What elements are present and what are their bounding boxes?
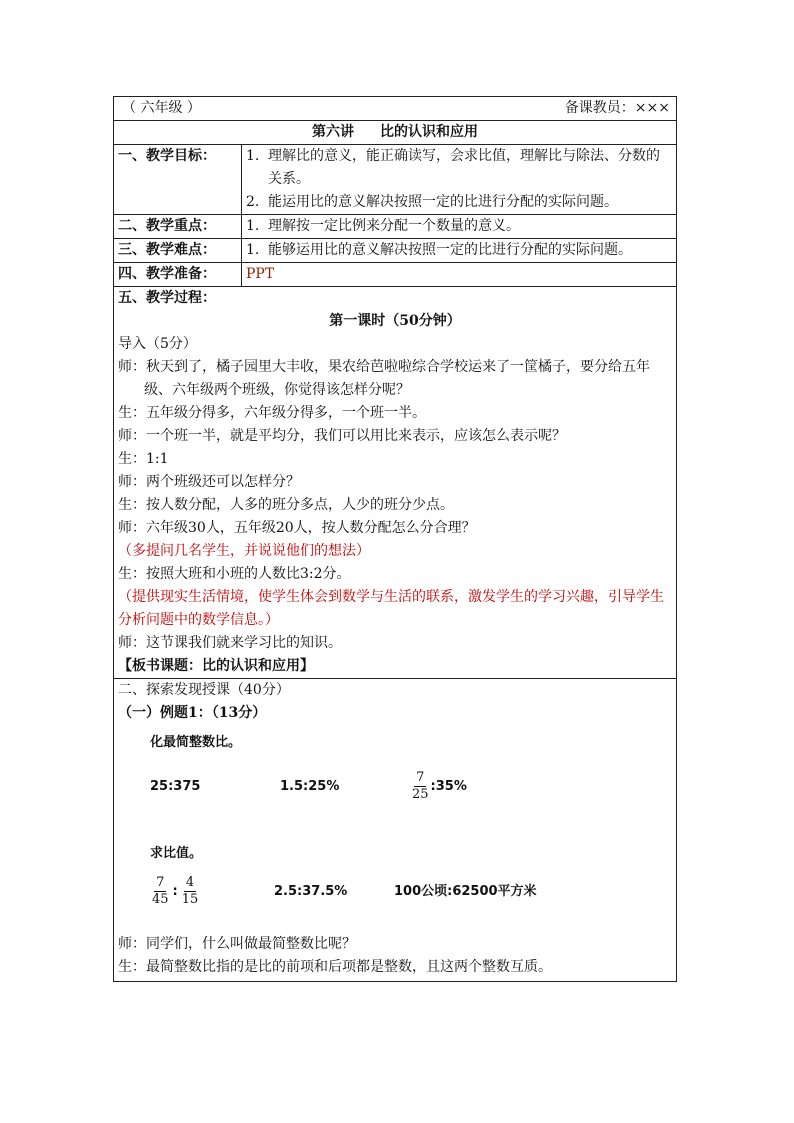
- difficulty-content: [242, 239, 677, 263]
- lecture-number: 第六讲: [312, 124, 354, 140]
- example-title: （一）例题1：（13分）: [118, 705, 267, 721]
- dialogue-line: 生：按人数分配，人多的班分多点，人少的班分少点。: [118, 497, 454, 513]
- simplify-a: 25:375: [150, 778, 201, 794]
- fraction-denominator: 15: [181, 891, 199, 907]
- difficulty-num: 1.: [246, 242, 260, 258]
- process-heading: 五、教学过程：: [118, 290, 216, 306]
- key-points-content: [242, 215, 677, 239]
- grade-label: （ 六年级 ）: [122, 100, 201, 116]
- header-row: [114, 97, 677, 121]
- header-cell: [114, 97, 677, 121]
- dialogue-line: 师：秋天到了，橘子园里大丰收，果农给芭啦啦综合学校运来了一筐橘子，要分给五年级、六年级两个班级，你觉得该怎样分呢？: [118, 359, 650, 398]
- dialogue-line: 师：这节课我们就来学习比的知识。: [118, 635, 342, 651]
- goals-label: 一、教学目标：: [114, 145, 242, 215]
- fraction: [150, 875, 171, 908]
- dialogue-line: 师：同学们，什么叫做最简整数比呢？: [118, 936, 356, 952]
- teaching-note: （提供现实生活情境，使学生体会到数学与生活的联系，激发学生的学习兴趣，引导学生分析问题中的数学信息。）: [118, 589, 664, 628]
- lesson-title: [114, 121, 677, 145]
- dialogue-line: 师：一个班一半，就是平均分，我们可以用比来表示，应该怎么表示呢？: [118, 428, 566, 444]
- lecture-topic: 比的认识和应用: [380, 124, 478, 140]
- dialogue-line: 师：六年级30人，五年级20人，按人数分配怎么分合理？: [118, 520, 476, 536]
- prep-row: [114, 263, 677, 287]
- explore-row: [114, 679, 677, 982]
- fraction-numerator: 7: [156, 874, 165, 890]
- ratio-exercises: [118, 869, 672, 913]
- goal-num: 2.: [246, 194, 260, 210]
- fraction-denominator: 45: [152, 891, 169, 907]
- goal-text: 理解比的意义，能正确读写，会求比值，理解比与除法、分数的关系。: [268, 148, 660, 187]
- goal-num: 1.: [246, 148, 260, 164]
- session-title: 第一课时（50分钟）: [329, 313, 461, 329]
- intro-label: 导入（5分）: [118, 336, 197, 352]
- key-point-num: 1.: [246, 218, 260, 234]
- fraction: [410, 770, 431, 803]
- lesson-plan: [113, 96, 676, 982]
- goal-text: 能运用比的意义解决按照一定的比进行分配的实际问题。: [268, 194, 618, 210]
- key-points-label: 二、教学重点：: [114, 215, 242, 239]
- lesson-plan-table: [113, 96, 677, 982]
- dialogue-line: 生：1:1: [118, 451, 169, 467]
- ratio-c: 100公顷:62500平方米: [394, 883, 537, 899]
- simplify-b: 1.5:25%: [280, 778, 340, 794]
- explore-heading: 二、探索发现授课（40分）: [118, 682, 290, 698]
- explore-content: [114, 679, 677, 982]
- simplify-c-tail: :35%: [430, 778, 467, 794]
- prep-label: 四、教学准备：: [114, 263, 242, 287]
- fraction: [180, 875, 201, 908]
- goals-content: [242, 145, 677, 215]
- goal-item: [246, 145, 672, 191]
- fraction-numerator: 7: [416, 769, 425, 785]
- dialogue-line: 师：两个班级还可以怎样分？: [118, 474, 300, 490]
- ratio-colon: :: [172, 883, 178, 899]
- dialogue-line: 生：最简整数比指的是比的前项和后项都是整数，且这两个整数互质。: [118, 959, 552, 975]
- ratio-b: 2.5:37.5%: [274, 883, 348, 899]
- simplify-c: [410, 770, 467, 803]
- fraction-numerator: 4: [185, 874, 195, 890]
- board-title: 【板书课题：比的认识和应用】: [118, 658, 314, 674]
- simplify-title: 化最简整数比。: [150, 735, 242, 750]
- key-point-text: 理解按一定比例来分配一个数量的意义。: [268, 218, 520, 234]
- process-content: [114, 287, 677, 679]
- title-row: [114, 121, 677, 145]
- ratio-a: [150, 875, 274, 908]
- difficulty-row: [114, 239, 677, 263]
- dialogue-line: 生：按照大班和小班的人数比3:2分。: [118, 566, 351, 582]
- simplify-exercises: [118, 764, 672, 808]
- process-row: [114, 287, 677, 679]
- goal-item: [246, 191, 672, 214]
- key-points-row: [114, 215, 677, 239]
- dialogue-line: 生：五年级分得多，六年级分得多，一个班一半。: [118, 405, 426, 421]
- goals-row: [114, 145, 677, 215]
- prep-value: PPT: [242, 263, 677, 287]
- teacher-label: 备课教员：×××: [564, 100, 671, 116]
- fraction-denominator: 25: [412, 786, 429, 802]
- ratio-title: 求比值。: [150, 846, 203, 861]
- difficulty-label: 三、教学难点：: [114, 239, 242, 263]
- teaching-note: （多提问几名学生，并说说他们的想法）: [118, 543, 370, 559]
- difficulty-text: 能够运用比的意义解决按照一定的比进行分配的实际问题。: [268, 242, 632, 258]
